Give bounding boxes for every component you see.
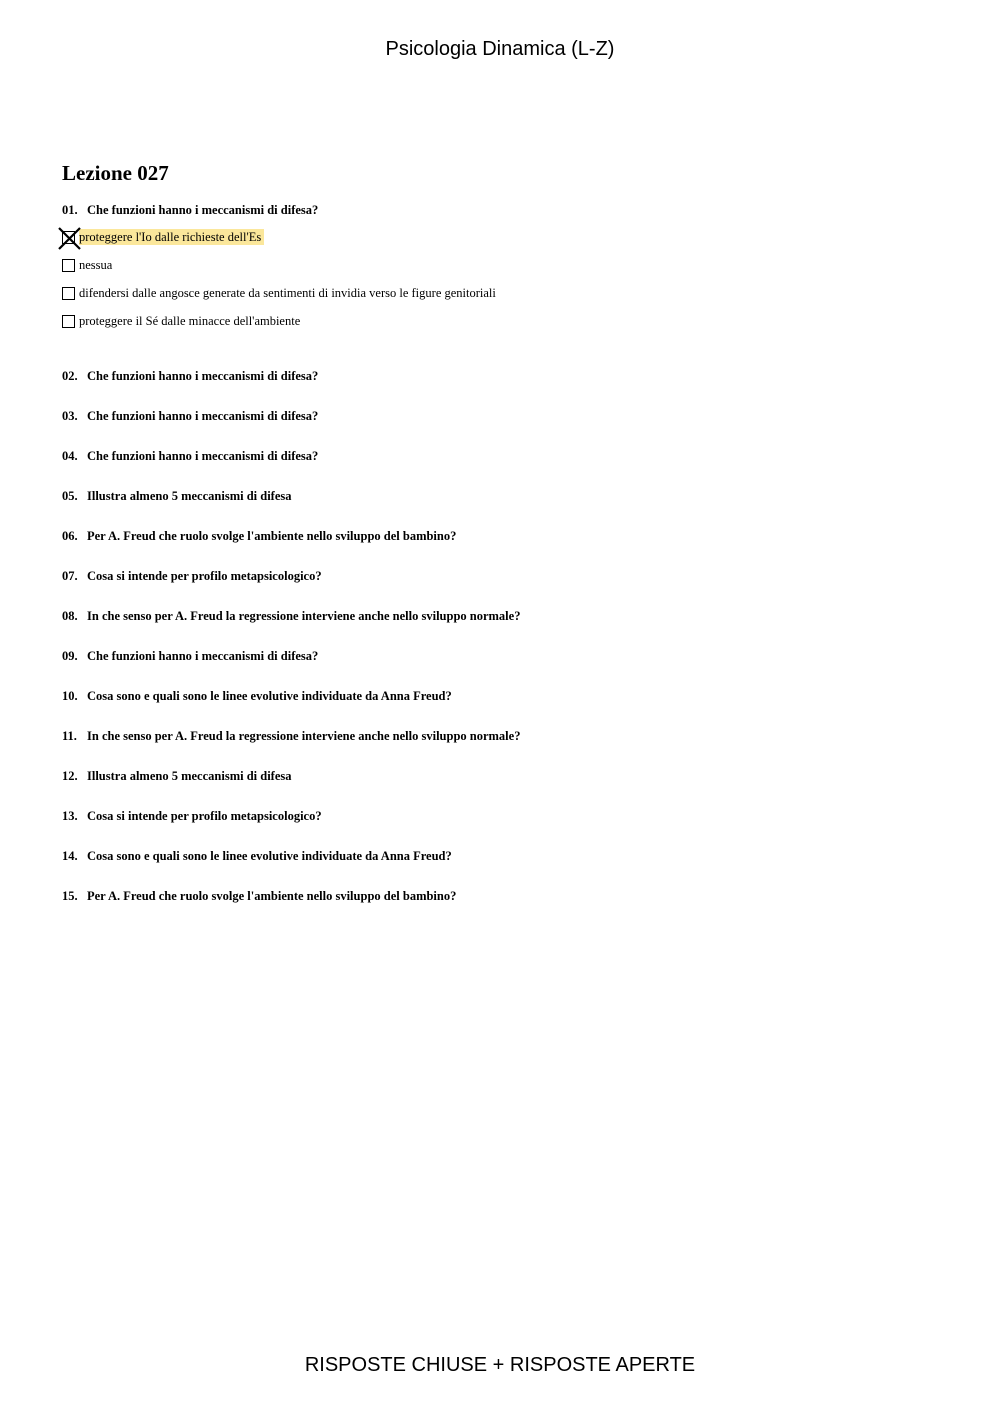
question-number: 01.: [62, 203, 78, 217]
question-item: [62, 448, 942, 464]
question-item: [62, 408, 942, 424]
question-text: Che funzioni hanno i meccanismi di difesa?: [87, 649, 319, 663]
lesson-title: Lezione 027: [62, 161, 169, 185]
answer-option-text: difendersi dalle angosce generate da sentimenti di invidia verso le figure genitoriali: [79, 286, 496, 300]
question-number: 02.: [62, 369, 78, 383]
lesson-content: [62, 160, 942, 904]
checkbox-icon[interactable]: [62, 315, 75, 328]
answer-option-text: nessua: [79, 258, 113, 272]
question-item: [62, 608, 942, 624]
answer-option[interactable]: [62, 228, 942, 246]
question-text: Che funzioni hanno i meccanismi di difesa?: [87, 203, 319, 217]
question-text: Che funzioni hanno i meccanismi di difesa?: [87, 369, 319, 383]
question-item: [62, 528, 942, 544]
question-item: [62, 728, 942, 744]
question-item: [62, 768, 942, 784]
question-number: 08.: [62, 609, 78, 623]
question-number: 05.: [62, 489, 78, 503]
question-text: In che senso per A. Freud la regressione interviene anche nello sviluppo normale?: [87, 609, 521, 623]
page-footer: RISPOSTE CHIUSE + RISPOSTE APERTE: [304, 1354, 696, 1376]
checkbox-checked-icon[interactable]: [62, 231, 75, 244]
question-item: [62, 808, 942, 824]
question-number: 06.: [62, 529, 78, 543]
question-number: 07.: [62, 569, 78, 583]
question-number: 15.: [62, 889, 78, 903]
question-number: 14.: [62, 849, 78, 863]
question-text: Illustra almeno 5 meccanismi di difesa: [87, 489, 292, 503]
question-item: [62, 368, 942, 384]
question-item: [62, 648, 942, 664]
answer-option-text: proteggere l'Io dalle richieste dell'Es: [79, 229, 264, 245]
answer-option-text: proteggere il Sé dalle minacce dell'ambiente: [79, 314, 301, 328]
question-text: Che funzioni hanno i meccanismi di difesa?: [87, 409, 319, 423]
question-text: Per A. Freud che ruolo svolge l'ambiente nello sviluppo del bambino?: [87, 889, 457, 903]
question-item: [62, 888, 942, 904]
question-number: 13.: [62, 809, 78, 823]
question-text: Cosa si intende per profilo metapsicologico?: [87, 569, 322, 583]
question-item: [62, 688, 942, 704]
question-text: Cosa sono e quali sono le linee evolutive individuate da Anna Freud?: [87, 689, 452, 703]
question-number: 10.: [62, 689, 78, 703]
question-text: Illustra almeno 5 meccanismi di difesa: [87, 769, 292, 783]
answer-option[interactable]: [62, 284, 942, 302]
question-number: 04.: [62, 449, 78, 463]
checkbox-icon[interactable]: [62, 287, 75, 300]
page-header: Psicologia Dinamica (L-Z): [385, 38, 615, 60]
question-number: 12.: [62, 769, 78, 783]
question-text: Per A. Freud che ruolo svolge l'ambiente nello sviluppo del bambino?: [87, 529, 457, 543]
question-number: 03.: [62, 409, 78, 423]
question-text: In che senso per A. Freud la regressione interviene anche nello sviluppo normale?: [87, 729, 521, 743]
question-item: [62, 848, 942, 864]
question-text: Che funzioni hanno i meccanismi di difesa?: [87, 449, 319, 463]
question-number: 09.: [62, 649, 78, 663]
question-item: [62, 488, 942, 504]
checkbox-icon[interactable]: [62, 259, 75, 272]
cross-mark-icon: [59, 228, 80, 249]
answer-options: [62, 228, 942, 330]
question-text: Cosa sono e quali sono le linee evolutive individuate da Anna Freud?: [87, 849, 452, 863]
answer-option[interactable]: [62, 312, 942, 330]
answer-option[interactable]: [62, 256, 942, 274]
question-text: Cosa si intende per profilo metapsicologico?: [87, 809, 322, 823]
question-number: 11.: [62, 729, 77, 743]
question-item: [62, 202, 942, 218]
question-item: [62, 568, 942, 584]
